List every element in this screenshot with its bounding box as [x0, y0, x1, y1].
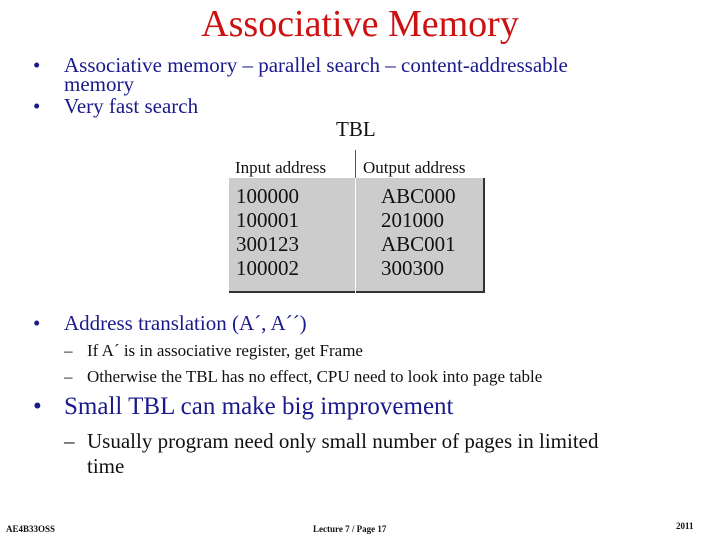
tbl-output-cell: ABC001 [381, 232, 456, 256]
sub-item-line: time [87, 454, 125, 478]
tbl-header-divider [355, 150, 356, 178]
bullet-marker: • [33, 311, 41, 335]
bullet-fast-search [33, 96, 693, 116]
bullet-address-translation [33, 313, 693, 333]
sub-item-text [87, 429, 687, 479]
bullet-marker: • [33, 393, 42, 420]
tbl-column-divider [355, 178, 356, 293]
tbl-output-cell: 201000 [381, 208, 444, 232]
bullet-small-tbl [33, 392, 454, 422]
tbl-output-column [381, 184, 456, 280]
footer-course: AE4B33OSS [6, 524, 56, 534]
sub-item-line: Usually program need only small number of pages in limited [87, 429, 599, 453]
sub-item-text: Otherwise the TBL has no effect, CPU need to look into page table [87, 367, 543, 386]
sub-item-text: If A´ is in associative register, get Frame [87, 341, 363, 360]
bullet-text: Address translation (A´, A´´) [64, 311, 307, 335]
bullet-text: memory [64, 72, 134, 96]
bullet-associative-memory-cont [33, 74, 693, 94]
bullet-marker: • [33, 94, 41, 118]
bullet-text: Very fast search [64, 94, 199, 118]
tbl-input-header: Input address [235, 158, 327, 177]
dash-marker: – [64, 429, 75, 453]
tbl-input-cell: 100000 [236, 184, 299, 208]
tbl-input-cell: 100002 [236, 256, 299, 280]
tbl-input-cell: 300123 [236, 232, 299, 256]
tbl-output-cell: 300300 [381, 256, 444, 280]
tbl-output-header: Output address [363, 158, 466, 177]
tbl-title: TBL [336, 117, 376, 141]
dash-marker: – [64, 341, 73, 360]
slide-title: Associative Memory [201, 3, 519, 45]
footer-lecture: Lecture 7 / Page 17 [313, 524, 387, 534]
tbl-input-column [236, 184, 299, 280]
footer-year: 2011 [676, 521, 694, 531]
bullet-marker: • [33, 53, 41, 77]
bullet-text: Small TBL can make big improvement [64, 393, 454, 420]
tbl-output-cell: ABC000 [381, 184, 456, 208]
dash-marker: – [64, 367, 73, 386]
tbl-input-cell: 100001 [236, 208, 299, 232]
bullet-text: Associative memory – parallel search – content-addressable [64, 53, 568, 77]
